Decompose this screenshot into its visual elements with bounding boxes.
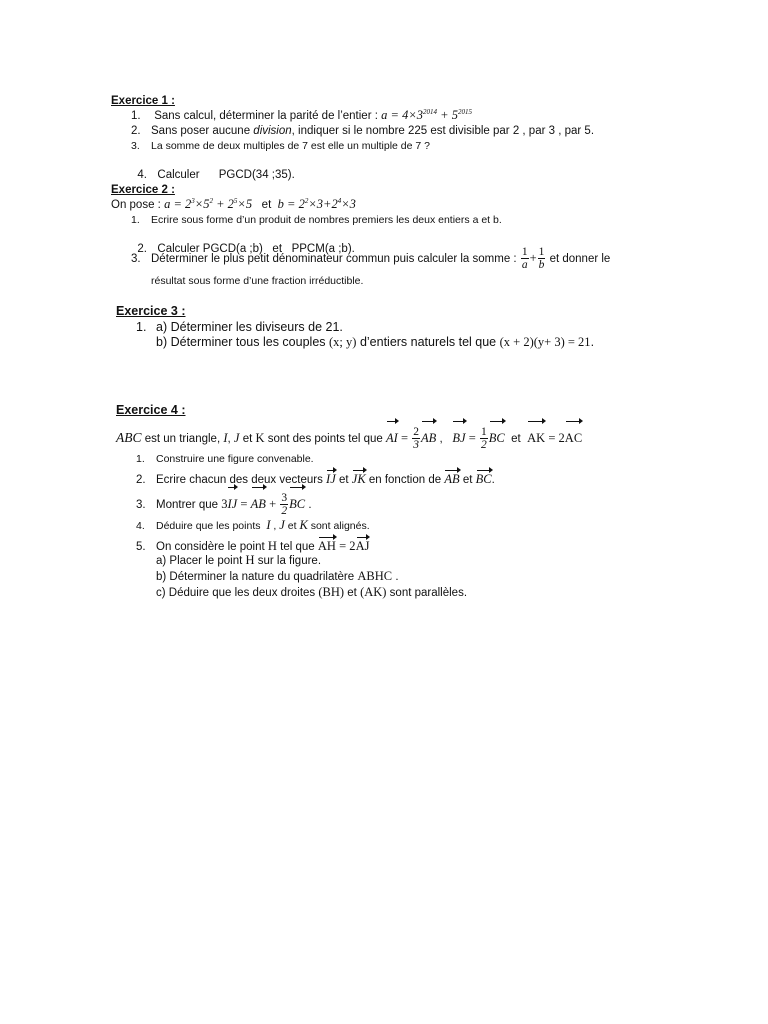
equals: = xyxy=(401,431,409,445)
exercise-2-title: Exercice 2 : xyxy=(111,184,175,196)
point-j: J xyxy=(279,518,285,532)
et-text: et xyxy=(347,587,357,599)
text: en fonction de xyxy=(368,474,442,486)
text: Déduire que les points xyxy=(156,520,261,532)
ex4-item-4 xyxy=(136,518,370,533)
fraction-2-3: $\frac{2}{3}$ xyxy=(413,426,420,452)
fraction-3-2: $\frac{3}{2}$ xyxy=(281,492,288,518)
vector-ah: AH xyxy=(318,536,336,553)
ex2-item-1 xyxy=(131,213,502,227)
vector-ij: IJ xyxy=(326,469,336,486)
text: tel que xyxy=(280,541,315,553)
et-text: et xyxy=(338,474,349,486)
item-text: Calculer PGCD(a ;b) et PPCM(a ;b). xyxy=(157,243,355,255)
item-text: d’entiers naturels tel que xyxy=(359,335,497,349)
ex1-item-1 xyxy=(131,108,472,123)
point-i: I xyxy=(223,431,228,445)
point-h: H xyxy=(245,553,255,567)
equals-two: = 2 xyxy=(548,431,565,445)
text: sont des points tel que xyxy=(267,433,383,445)
exercise-1-title: Exercice 1 : xyxy=(111,95,175,107)
text: et xyxy=(242,433,253,445)
triangle-name: ABC xyxy=(116,430,142,445)
ex4-item-2 xyxy=(136,469,495,487)
text: sur la figure. xyxy=(257,555,322,567)
item-number: 1. xyxy=(136,453,145,465)
item-number: 3. xyxy=(131,140,140,152)
ex3-item-1b xyxy=(156,335,594,349)
item-number: 3. xyxy=(136,499,146,511)
ex4-item-1 xyxy=(136,452,314,466)
vector-ab: AB xyxy=(251,486,266,519)
text: est un triangle, xyxy=(144,433,221,445)
math-equation: (x + 2)(y+ 3) = 21 xyxy=(499,335,591,349)
point-k: K xyxy=(255,431,265,445)
comma: , xyxy=(227,433,231,445)
item-text: et donner le xyxy=(549,253,611,265)
et-text: et xyxy=(261,199,272,211)
vector-bc: BC xyxy=(289,486,305,519)
ex4-item-5b xyxy=(156,569,399,584)
item-number: 1. xyxy=(131,110,141,122)
equals: = xyxy=(240,497,248,511)
point-i: I xyxy=(266,518,271,532)
fraction-1-2: $\frac{1}{2}$ xyxy=(480,426,487,452)
comma: , xyxy=(439,433,443,445)
item-text: Ecrire sous forme d’un produit de nombres premiers les deux entiers a et b. xyxy=(151,214,502,226)
vector-ab: AB xyxy=(421,420,436,453)
item-text: Calculer PGCD(34 ;35). xyxy=(157,169,295,181)
point-k: K xyxy=(299,518,308,532)
et-text: et xyxy=(511,433,521,445)
vector-ac: AC xyxy=(565,420,582,453)
item-number: 4. xyxy=(137,169,147,181)
quadrilateral-name: ABHC xyxy=(357,569,393,583)
item-number: 3. xyxy=(131,253,141,265)
item-number: 1. xyxy=(131,214,140,226)
vector-ak: AK xyxy=(527,420,545,453)
text: On considère le point xyxy=(156,541,265,553)
vector-ij: IJ xyxy=(227,486,237,519)
period: . xyxy=(395,571,399,583)
vector-bj: BJ xyxy=(452,420,465,453)
vector-ab: AB xyxy=(444,469,459,486)
ex4-intro xyxy=(116,420,582,454)
ex4-item-5 xyxy=(136,536,369,554)
fraction-1-over-b: $\frac{1}{b}$ xyxy=(538,246,545,272)
item-text: Sans poser aucune xyxy=(151,125,254,137)
item-number: 2. xyxy=(136,474,146,486)
item-text: Construire une figure convenable. xyxy=(156,453,314,465)
vector-ai: AI xyxy=(386,420,398,453)
ex1-item-4 xyxy=(131,154,295,182)
point-h: H xyxy=(267,539,277,553)
math-expression: $a = 4\times 3^{2014} + 5^{2015}$ xyxy=(381,108,472,122)
equals-two: = 2 xyxy=(339,539,356,553)
item-text: Sans calcul, déterminer la parité de l’entier : xyxy=(154,110,378,122)
item-text: a) Déterminer les diviseurs de 21. xyxy=(156,320,343,334)
point-j: J xyxy=(233,431,240,445)
math-a: $a = 2^3\times 5^2 + 2^5\times 5$ xyxy=(164,197,253,211)
ex1-item-3 xyxy=(131,139,430,153)
et-text: et xyxy=(462,474,473,486)
coefficient: 3 xyxy=(221,497,228,511)
period: . xyxy=(590,335,595,349)
text: a) Placer le point xyxy=(156,555,243,567)
ex2-item-3 xyxy=(131,244,610,273)
comma: , xyxy=(273,520,277,532)
item-number: 4. xyxy=(136,520,145,532)
exercise-4-title: Exercice 4 : xyxy=(116,403,186,417)
text: Montrer que xyxy=(156,499,219,511)
et-text: et xyxy=(287,520,297,532)
item-number: 5. xyxy=(136,541,146,553)
text: sont alignés. xyxy=(310,520,370,532)
item-text: La somme de deux multiples de 7 est elle un multiple de 7 ? xyxy=(151,140,430,152)
period: . xyxy=(308,499,312,511)
math-couple: (x; y) xyxy=(329,335,357,349)
item-text: , indiquer si le nombre 225 est divisible par 2 , par 3 , par 5. xyxy=(291,125,595,137)
line-ak: (AK) xyxy=(360,585,387,599)
text: c) Déduire que les deux droites xyxy=(156,587,316,599)
equals: = xyxy=(468,431,476,445)
text: Ecrire chacun des deux vecteurs xyxy=(156,474,323,486)
ex4-item-5c xyxy=(156,585,467,600)
plus-sign: + xyxy=(269,497,277,511)
item-number: 2. xyxy=(137,243,147,255)
vector-jk: JK xyxy=(352,469,366,486)
plus-sign: + xyxy=(529,251,537,265)
line-bh: (BH) xyxy=(318,585,345,599)
intro-text: On pose : xyxy=(111,199,161,211)
fraction-1-over-a: $\frac{1}{a}$ xyxy=(521,246,528,272)
text: sont parallèles. xyxy=(389,587,468,599)
math-b: $b = 2^2\times 3+2^4\times 3$ xyxy=(277,197,356,211)
ex2-intro xyxy=(111,197,356,212)
item-text: Déterminer le plus petit dénominateur commun puis calculer la somme : xyxy=(151,253,517,265)
item-number: 1. xyxy=(136,320,147,334)
ex4-item-3 xyxy=(136,486,312,520)
ex1-item-2 xyxy=(131,124,594,138)
exercise-3-title: Exercice 3 : xyxy=(116,304,186,318)
text: b) Déterminer la nature du quadrilatère xyxy=(156,571,355,583)
period: . xyxy=(491,474,495,486)
ex2-item-3-continuation: résultat sous forme d’une fraction irréductible. xyxy=(151,275,364,287)
ex3-item-1 xyxy=(136,320,343,334)
item-text: b) Déterminer tous les couples xyxy=(156,335,326,349)
item-number: 2. xyxy=(131,125,141,137)
vector-bc: BC xyxy=(476,469,492,486)
item-text-italic: division xyxy=(253,125,292,137)
ex4-item-5a xyxy=(156,553,321,568)
vector-bc: BC xyxy=(489,420,505,453)
vector-aj: AJ xyxy=(356,536,370,553)
